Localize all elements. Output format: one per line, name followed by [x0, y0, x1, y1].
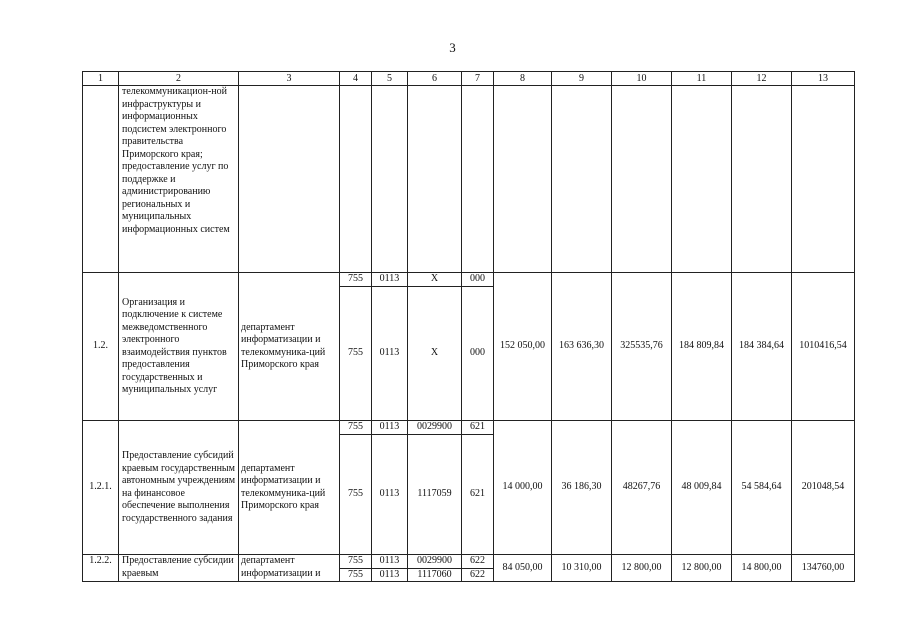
code-c5: 0113	[372, 287, 408, 421]
value-col13: 134760,00	[792, 555, 855, 582]
value-col13: 1010416,54	[792, 273, 855, 421]
value-col10: 12 800,00	[612, 555, 672, 582]
code-c6: X	[408, 273, 462, 287]
row-number: 1.2.2.	[83, 555, 119, 582]
table-row	[83, 273, 855, 287]
code-c6: X	[408, 287, 462, 421]
code-c4: 755	[340, 421, 372, 435]
table-row	[83, 421, 855, 435]
column-header: 12	[732, 72, 792, 86]
row-responsible: департамент информатизации и	[239, 555, 340, 582]
column-header: 8	[494, 72, 552, 86]
value-col10: 48267,76	[612, 421, 672, 555]
code-c7: 622	[462, 568, 494, 582]
row-number: 1.2.	[83, 273, 119, 421]
value-col13: 201048,54	[792, 421, 855, 555]
column-header: 2	[119, 72, 239, 86]
code-c4: 755	[340, 287, 372, 421]
page-number: 3	[449, 40, 456, 55]
code-c4: 755	[340, 435, 372, 555]
value-col8: 152 050,00	[494, 273, 552, 421]
code-c7: 622	[462, 555, 494, 569]
column-header: 11	[672, 72, 732, 86]
column-header: 10	[612, 72, 672, 86]
code-c7: 000	[462, 273, 494, 287]
row-number: 1.2.1.	[83, 421, 119, 555]
code-c6: 0029900	[408, 555, 462, 569]
code-c7: 621	[462, 421, 494, 435]
code-c7: 621	[462, 435, 494, 555]
code-c5: 0113	[372, 435, 408, 555]
column-header: 4	[340, 72, 372, 86]
value-col9: 10 310,00	[552, 555, 612, 582]
table-row-continuation	[83, 86, 855, 273]
code-c4: 755	[340, 568, 372, 582]
value-col12: 54 584,64	[732, 421, 792, 555]
value-col8: 14 000,00	[494, 421, 552, 555]
column-header: 6	[408, 72, 462, 86]
code-c5: 0113	[372, 568, 408, 582]
column-header-row	[83, 72, 855, 86]
value-col11: 184 809,84	[672, 273, 732, 421]
code-c5: 0113	[372, 273, 408, 287]
value-col9: 163 636,30	[552, 273, 612, 421]
code-c6: 1117060	[408, 568, 462, 582]
value-col12: 14 800,00	[732, 555, 792, 582]
code-c4: 755	[340, 273, 372, 287]
row-description: Предоставление субсидии краевым	[119, 555, 239, 582]
table-row	[83, 555, 855, 569]
row-description: телекоммуникацион-ной инфраструктуры и информационных подсистем электронного правительства Приморского края; предоставление услуг по поддержке и администрированию региональных и муниципальных информационных систем	[119, 86, 239, 273]
column-header: 3	[239, 72, 340, 86]
value-col12: 184 384,64	[732, 273, 792, 421]
row-description: Предоставление субсидий краевым государственным автономным учреждениям на финансовое обеспечение выполнения государственного задания	[119, 421, 239, 555]
column-header: 13	[792, 72, 855, 86]
column-header: 5	[372, 72, 408, 86]
code-c7: 000	[462, 287, 494, 421]
row-responsible: департамент информатизации и телекоммуника-ций Приморского края	[239, 421, 340, 555]
value-col11: 48 009,84	[672, 421, 732, 555]
value-col11: 12 800,00	[672, 555, 732, 582]
budget-table	[82, 71, 855, 582]
code-c5: 0113	[372, 555, 408, 569]
code-c5: 0113	[372, 421, 408, 435]
column-header: 1	[83, 72, 119, 86]
code-c6: 0029900	[408, 421, 462, 435]
column-header: 9	[552, 72, 612, 86]
column-header: 7	[462, 72, 494, 86]
code-c6: 1117059	[408, 435, 462, 555]
value-col8: 84 050,00	[494, 555, 552, 582]
code-c4: 755	[340, 555, 372, 569]
value-col9: 36 186,30	[552, 421, 612, 555]
row-description: Организация и подключение к системе межведомственного электронного взаимодействия пунктов предоставления государственных и муниципальных услуг	[119, 273, 239, 421]
value-col10: 325535,76	[612, 273, 672, 421]
row-responsible: департамент информатизации и телекоммуника-ций Приморского края	[239, 273, 340, 421]
